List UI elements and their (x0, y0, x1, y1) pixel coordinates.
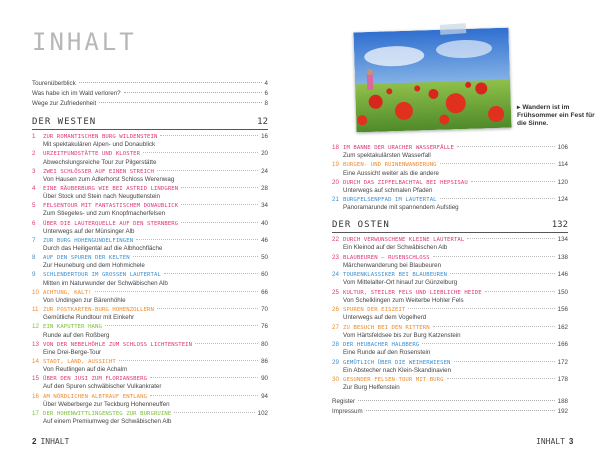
entry-subtitle: Eine Runde auf den Rosenstein (343, 349, 431, 357)
entry-title: DURCH DAS ZIPFELBACHTAL BEI HEPSISAU (343, 179, 468, 186)
entry-title: BLAUBEUREN – RUSENSCHLOSS (343, 254, 430, 261)
entry-title: KULTUR, STEILER FELS UND LIEBLICHE HEIDE (343, 289, 482, 296)
toc-intro-page: 6 (264, 90, 268, 97)
entry-subtitle: Über Weberberge zur Teckburg Hohenneuffen (43, 400, 170, 408)
entry-title: AUF DEN SPUREN DER KELTEN (43, 255, 130, 262)
entry-leader (157, 308, 258, 309)
entry-number: 4 (32, 184, 36, 192)
toc-entry[interactable] (332, 161, 568, 177)
entry-title: SCHLENDERTOUR IM GROSSEN LAUTERTAL (43, 272, 161, 279)
entry-number: 28 (332, 341, 339, 348)
entry-leader (467, 238, 554, 239)
entry-number: 6 (32, 219, 36, 227)
toc-entry[interactable] (332, 359, 568, 375)
entry-number: 8 (32, 254, 36, 262)
toc-appendix-page: 188 (557, 398, 568, 405)
entry-leader (157, 170, 258, 171)
entry-number: 1 (32, 133, 36, 140)
toc-entry[interactable] (32, 341, 268, 357)
entry-leader (408, 308, 554, 309)
toc-entry[interactable] (32, 375, 268, 391)
entry-title: GEMÜTLICH ÜBER DIE WEIHERWIESEN (343, 359, 451, 366)
entry-title: ZU BESUCH BEI DEN RITTERN (343, 324, 430, 331)
entry-leader (440, 198, 555, 199)
entry-subtitle: Vom Mittelalter-Ort hinauf zur Günzelburg (343, 279, 458, 287)
toc-entry[interactable] (332, 376, 568, 392)
entry-leader (119, 360, 258, 361)
section-page: 12 (257, 117, 268, 127)
page-number: 2 (32, 437, 37, 446)
entry-subtitle: Märchenwanderung bei Blaubeuren (343, 261, 442, 269)
entry-subtitle: Mit spektakulären Alpen- und Donaublick (43, 141, 156, 149)
entry-number: 21 (332, 195, 339, 203)
entry-subtitle: Auf einem Premiumweg der Schwäbischen Alb (43, 418, 172, 426)
entry-title: AM NÖRDLICHEN ALBTRAUF ENTLANG (43, 393, 148, 400)
entry-leader (433, 256, 555, 257)
entry-title: ÜBER DIE LAUTERQUELLE AUF DEN STERNBERG (43, 220, 179, 227)
entry-page: 94 (261, 392, 268, 400)
entry-subtitle: Über Stock und Stein nach Neuguttenstein (43, 193, 160, 201)
toc-entry[interactable] (32, 237, 268, 253)
entry-page: 172 (557, 358, 568, 366)
entry-number: 24 (332, 271, 339, 278)
entry-leader (440, 163, 555, 164)
entry-page: 134 (557, 236, 568, 243)
entry-leader (454, 361, 555, 362)
entry-leader (195, 343, 258, 344)
entry-subtitle: Zur Burg Helfenstein (343, 384, 400, 392)
poppy-field-image (353, 28, 511, 133)
section-header-east (332, 220, 568, 233)
entry-leader (433, 326, 555, 327)
entry-title: FELSENTOUR MIT FANTASTISCHEM DONAUBLICK (43, 203, 179, 210)
toc-intro-page: 4 (264, 80, 268, 87)
toc-intro-page: 8 (264, 100, 268, 107)
toc-appendix-line[interactable] (332, 398, 568, 405)
entry-number: 26 (332, 306, 339, 313)
entry-page: 60 (261, 271, 268, 279)
entry-title: BURGEN- UND RUINENWANDERUNG (343, 162, 437, 169)
entry-leader (95, 291, 259, 292)
entry-title: BURGFELSENPFAD IM LAUTERTAL (343, 196, 437, 203)
footer-label: INHALT (40, 437, 70, 446)
toc-entry[interactable] (332, 236, 568, 252)
caption-text: Wandern ist im Frühsommer ein Fest für die Sinne. (517, 104, 595, 127)
toc-entry[interactable] (332, 289, 568, 305)
entry-subtitle: Zur Heuneburg und dem Hohmichele (43, 262, 145, 270)
entry-number: 16 (32, 392, 39, 400)
entry-page: 162 (557, 323, 568, 331)
entry-subtitle: Zum Stiegeles- und zum Knopfmacherfelsen (43, 210, 166, 218)
entry-title: TOURENKLASSIKER BEI BLAUBEUREN (343, 272, 448, 278)
toc-appendix-label: Impressum (332, 408, 363, 415)
entry-subtitle: Ein Abstecher nach Klein-Skandinavien (343, 366, 452, 374)
entry-page: 120 (557, 178, 568, 186)
entry-title: ZUR ROMANTISCHEN BURG WILDENSTEIN (43, 134, 158, 140)
page-footer-right (536, 437, 573, 446)
entry-number: 30 (332, 376, 339, 383)
toc-intro-line[interactable] (32, 80, 268, 87)
photo-tape (440, 23, 467, 35)
entry-number: 9 (32, 271, 36, 279)
entry-subtitle: Eine Drei-Berge-Tour (43, 348, 102, 356)
entry-page: 124 (557, 195, 568, 203)
entry-number: 23 (332, 253, 339, 261)
section-title: DER OSTEN (332, 220, 390, 230)
entry-page: 24 (261, 167, 268, 175)
entry-page: 66 (261, 288, 268, 296)
entry-page: 46 (261, 236, 268, 244)
entry-page: 178 (557, 376, 568, 383)
entry-number: 22 (332, 236, 339, 243)
entry-page: 138 (557, 253, 568, 261)
poppy-field-photo (353, 28, 511, 133)
entry-page: 102 (257, 409, 268, 417)
entry-title: VON DER NEBELHÖHLE ZUM SCHLOSS LICHTENSTEIN (43, 341, 193, 348)
entry-leader (143, 152, 258, 153)
entry-page: 50 (261, 254, 268, 262)
entry-leader (150, 377, 258, 378)
photo-caption (517, 104, 597, 128)
toc-entry[interactable] (32, 358, 268, 374)
entry-subtitle: Unterwegs auf dem Vogelherd (343, 314, 427, 322)
entry-subtitle: Durch das Heiligental auf die Albhochfläche (43, 245, 163, 253)
entry-title: IM BANNE DER URACHER WASSERFÄLLE (343, 145, 454, 151)
entry-leader (160, 135, 258, 136)
entry-title: STADT, LAND, AUSSICHT (43, 358, 116, 365)
entry-subtitle: Gemütliche Rundtour mit Einkehr (43, 314, 135, 322)
toc-entry[interactable] (32, 323, 268, 339)
entry-number: 17 (32, 409, 39, 417)
entry-subtitle: Von Hausen zum Adlerhorst Schloss Werenwag (43, 175, 175, 183)
entry-number: 19 (332, 161, 339, 169)
entry-page: 40 (261, 219, 268, 227)
entry-number: 10 (32, 288, 39, 296)
entry-leader (422, 343, 554, 344)
entry-title: GESUNDER FELSEN-TOUR MIT BURG (343, 377, 444, 383)
entry-page: 76 (261, 323, 268, 331)
entry-title: DER HEUBACHER HALBBERG (343, 342, 420, 348)
toc-entry[interactable] (32, 150, 268, 166)
toc-entry[interactable] (32, 410, 268, 426)
toc-entry[interactable] (332, 254, 568, 270)
entry-title: URZEITFUNDSTÄTTE UND KLOSTER (43, 151, 141, 158)
entry-title: SPUREN DER EISZEIT (343, 307, 406, 313)
entry-page: 166 (557, 341, 568, 348)
entry-subtitle: Unterwegs auf schmalen Pfaden (343, 186, 433, 194)
toc-entry[interactable] (32, 202, 268, 218)
page-number: 3 (568, 437, 574, 446)
entry-leader (181, 204, 258, 205)
toc-entry[interactable] (32, 254, 268, 270)
entry-leader (447, 378, 555, 379)
page-title: INHALT (32, 28, 137, 56)
entry-number: 25 (332, 288, 339, 296)
toc-entry[interactable] (32, 168, 268, 184)
entry-title: EIN KAPUTTER HANG (43, 324, 102, 331)
entry-page: 106 (557, 144, 568, 151)
entry-subtitle: Ein Kleinod auf der Schwäbischen Alb (343, 244, 448, 252)
toc-entry[interactable] (32, 220, 268, 236)
toc-appendix-page: 192 (557, 408, 568, 415)
toc-entry[interactable] (32, 306, 268, 322)
toc-intro-label: Tourenüberblick (32, 80, 76, 87)
entry-number: 15 (32, 375, 39, 383)
entry-leader (471, 181, 555, 182)
entry-leader (174, 412, 254, 413)
entry-subtitle: Mitten im Naturwunder der Schwäbischen Alb (43, 279, 168, 287)
entry-title: ZWEI SCHLÖSSER AUF EINEN STREICH (43, 168, 154, 175)
entry-page: 86 (261, 357, 268, 365)
entry-title: ZUR POSTKARTEN-BURG HOHENZOLLERN (43, 307, 154, 313)
toc-entry[interactable] (332, 144, 568, 160)
entry-number: 12 (32, 323, 39, 331)
entry-subtitle: Vom Härtsfeldsee bis zur Burg Katzenstein (343, 331, 461, 339)
section-page: 132 (551, 220, 568, 230)
entry-title: ACHTUNG, KALT! (43, 289, 92, 296)
toc-entry[interactable] (32, 185, 268, 201)
entry-subtitle: Von Reutlingen auf die Achalm (43, 366, 128, 374)
entry-number: 27 (332, 323, 339, 331)
toc-entry[interactable] (332, 341, 568, 357)
entry-number: 3 (32, 167, 36, 175)
entry-number: 20 (332, 178, 339, 186)
toc-entry[interactable] (332, 306, 568, 322)
entry-page: 20 (261, 150, 268, 158)
entry-leader (150, 395, 258, 396)
entry-leader (164, 273, 258, 274)
entry-subtitle: Von Schelklingen zum Weiterbe Hohler Fels (343, 296, 464, 304)
entry-number: 18 (332, 144, 339, 151)
page-footer-left (32, 437, 69, 446)
entry-number: 29 (332, 358, 339, 366)
entry-subtitle: Abwechslungsreiche Tour zur Pilgerstätte (43, 158, 157, 166)
entry-subtitle: Unterwegs auf der Münsinger Alb (43, 227, 135, 235)
entry-title: DURCH VERWUNSCHENE KLEINE LAUTERTAL (343, 237, 465, 243)
toc-entry[interactable] (332, 196, 568, 212)
footer-label: INHALT (536, 437, 565, 446)
entry-number: 11 (32, 306, 39, 313)
entry-subtitle: Zum spektakulärsten Wasserfall (343, 152, 431, 160)
entry-page: 90 (261, 375, 268, 383)
toc-entry[interactable] (332, 179, 568, 195)
entry-subtitle: Runde auf den Roßberg (43, 331, 110, 339)
entry-subtitle: Panoramarunde mit spannendem Aufstieg (343, 204, 459, 212)
entry-number: 7 (32, 236, 36, 244)
entry-page: 16 (261, 133, 268, 140)
entry-subtitle: Von Undingen zur Bärenhöhle (43, 296, 126, 304)
entry-subtitle: Auf den Spuren schwäbischer Vulkankrater (43, 383, 162, 391)
entry-number: 13 (32, 340, 39, 348)
entry-leader (136, 239, 258, 240)
toc-appendix-label: Register (332, 398, 356, 405)
toc-entry[interactable] (32, 393, 268, 409)
toc-entry[interactable] (332, 271, 568, 287)
toc-entry[interactable] (32, 133, 268, 149)
entry-page: 70 (261, 306, 268, 313)
entry-page: 80 (261, 340, 268, 348)
entry-page: 34 (261, 202, 268, 210)
toc-intro-line[interactable] (32, 100, 268, 107)
toc-entry[interactable] (32, 271, 268, 287)
toc-entry[interactable] (32, 289, 268, 305)
toc-entry[interactable] (332, 324, 568, 340)
entry-leader (105, 325, 258, 326)
entry-leader (457, 146, 555, 147)
caption-arrow-icon: ▸ (517, 104, 521, 111)
entry-title: DER HOHENWITTLINGENSTEG ZUR BURGRUINE (43, 410, 172, 417)
entry-leader (133, 256, 258, 257)
entry-page: 28 (261, 184, 268, 192)
entry-leader (485, 291, 555, 292)
toc-intro-label: Wege zur Zufriedenheit (32, 100, 97, 107)
section-title: DER WESTEN (32, 117, 97, 127)
entry-leader (181, 187, 258, 188)
section-header-west (32, 117, 268, 130)
toc-intro-label: Was habe ich im Wald verloren? (32, 90, 121, 97)
entry-page: 146 (557, 271, 568, 278)
entry-number: 2 (32, 150, 36, 158)
entry-page: 150 (557, 288, 568, 296)
entry-number: 14 (32, 357, 39, 365)
entry-title: ZUR BURG HOHENGUNDELFINGEN (43, 237, 134, 244)
toc-intro-line[interactable] (32, 90, 268, 97)
entry-title: EINE RÄUBERBURG WIE BEI ASTRID LINDGREN (43, 185, 179, 192)
entry-leader (181, 222, 258, 223)
entry-title: ÜBER DEN JUSI ZUM FLORIANSBERG (43, 376, 148, 383)
entry-leader (450, 273, 555, 274)
toc-appendix-line[interactable] (332, 408, 568, 415)
entry-page: 114 (558, 161, 568, 169)
entry-number: 5 (32, 202, 36, 210)
entry-subtitle: Eine Aussicht weiter als die andere (343, 169, 439, 177)
entry-page: 156 (557, 306, 568, 313)
